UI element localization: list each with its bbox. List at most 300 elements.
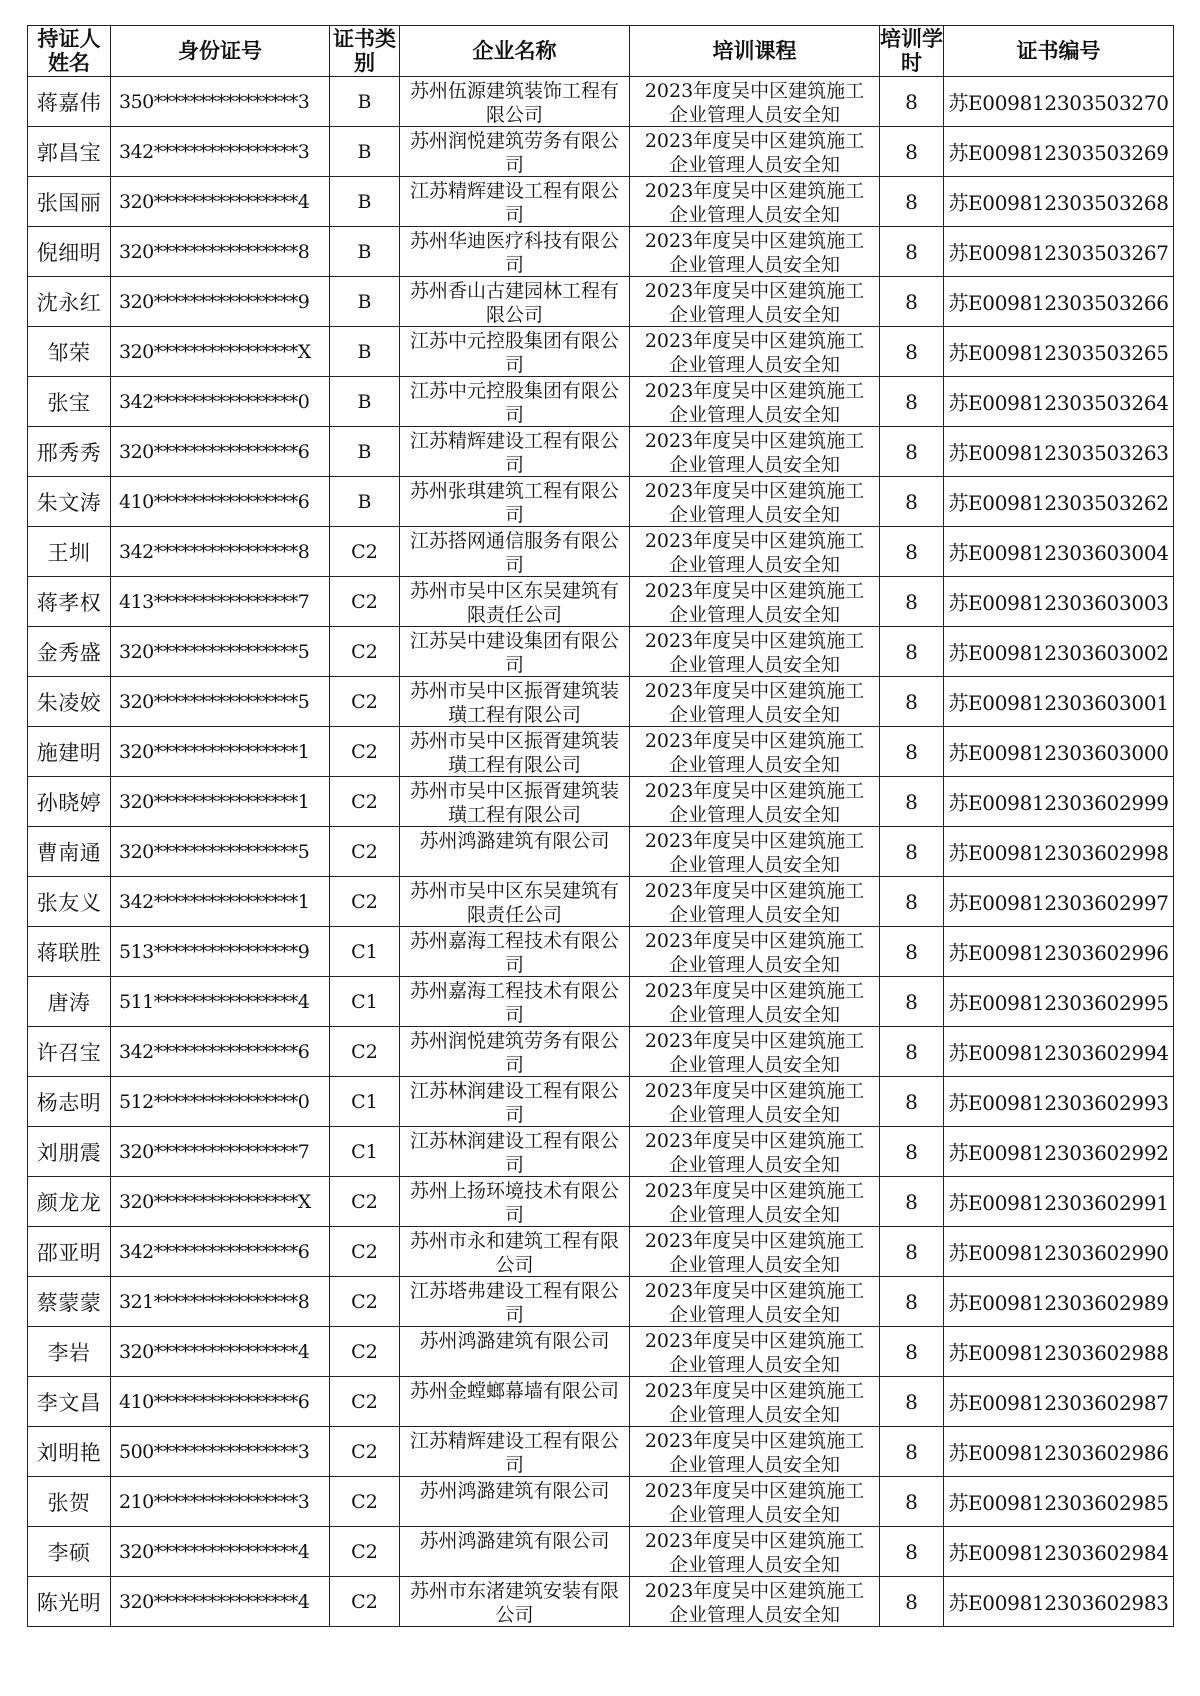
cell-hours: 8 <box>880 677 944 727</box>
cell-name: 蒋联胜 <box>28 927 111 977</box>
cell-cert-type: C1 <box>330 977 400 1027</box>
cell-course <box>630 377 880 427</box>
cell-hours: 8 <box>880 977 944 1027</box>
cell-cert-type: C2 <box>330 727 400 777</box>
cell-company <box>400 277 630 327</box>
cell-company-text: 苏州张琪建筑工程有限公司 <box>409 479 619 525</box>
cell-company <box>400 77 630 127</box>
cell-id-number: 342****************3 <box>111 127 330 177</box>
cell-company <box>400 727 630 777</box>
cell-cert-type: C1 <box>330 927 400 977</box>
cell-hours: 8 <box>880 527 944 577</box>
cell-hours: 8 <box>880 277 944 327</box>
cell-hours: 8 <box>880 1477 944 1527</box>
cell-cert-type: B <box>330 127 400 177</box>
cell-cert-no: 苏E009812303603004 <box>944 527 1174 577</box>
header-name: 持证人姓名 <box>28 26 111 77</box>
cell-cert-no: 苏E009812303503266 <box>944 277 1174 327</box>
cell-course-text: 2023年度吴中区建筑施工企业管理人员安全知 <box>644 779 865 825</box>
cell-cert-type: C2 <box>330 577 400 627</box>
cell-cert-type: C2 <box>330 1177 400 1227</box>
cell-cert-type: B <box>330 277 400 327</box>
cell-cert-no: 苏E009812303602991 <box>944 1177 1174 1227</box>
cell-cert-no: 苏E009812303603002 <box>944 627 1174 677</box>
cell-hours: 8 <box>880 1227 944 1277</box>
cell-id-number: 320****************4 <box>111 1527 330 1577</box>
cell-name: 邹荣 <box>28 327 111 377</box>
table-row <box>28 127 1174 177</box>
cell-course <box>630 677 880 727</box>
cell-company-text: 苏州鸿潞建筑有限公司 <box>419 1529 610 1552</box>
cell-cert-no: 苏E009812303602984 <box>944 1527 1174 1577</box>
table-row <box>28 77 1174 127</box>
cell-course-text: 2023年度吴中区建筑施工企业管理人员安全知 <box>644 929 865 975</box>
cell-company-text: 江苏精辉建设工程有限公司 <box>409 179 619 225</box>
cell-id-number: 511****************4 <box>111 977 330 1027</box>
cell-cert-type: B <box>330 177 400 227</box>
cell-name: 刘明艳 <box>28 1427 111 1477</box>
cell-company-text: 江苏中元控股集团有限公司 <box>409 379 619 425</box>
cell-cert-no: 苏E009812303603000 <box>944 727 1174 777</box>
cell-course-text: 2023年度吴中区建筑施工企业管理人员安全知 <box>644 429 865 475</box>
cell-company-text: 苏州市吴中区东吴建筑有限责任公司 <box>409 579 619 625</box>
cell-company <box>400 827 630 877</box>
certificate-table <box>27 25 1174 1627</box>
cell-course-text: 2023年度吴中区建筑施工企业管理人员安全知 <box>644 1129 865 1175</box>
cell-id-number: 342****************0 <box>111 377 330 427</box>
cell-course <box>630 1127 880 1177</box>
cell-company <box>400 477 630 527</box>
cell-cert-no: 苏E009812303602997 <box>944 877 1174 927</box>
cell-company-text: 苏州市永和建筑工程有限公司 <box>409 1229 619 1275</box>
cell-cert-type: C2 <box>330 827 400 877</box>
cell-company-text: 苏州嘉海工程技术有限公司 <box>409 979 619 1025</box>
table-row <box>28 1027 1174 1077</box>
cell-course-text: 2023年度吴中区建筑施工企业管理人员安全知 <box>644 679 865 725</box>
cell-hours: 8 <box>880 377 944 427</box>
cell-course <box>630 127 880 177</box>
cell-company-text: 江苏塔弗建设工程有限公司 <box>409 1279 619 1325</box>
cell-course <box>630 1027 880 1077</box>
cell-company-text: 苏州香山古建园林工程有限公司 <box>409 279 619 325</box>
cell-company <box>400 1077 630 1127</box>
cell-cert-no: 苏E009812303503262 <box>944 477 1174 527</box>
table-body <box>28 77 1174 1627</box>
cell-company <box>400 1477 630 1527</box>
cell-company <box>400 327 630 377</box>
cell-id-number: 500****************3 <box>111 1427 330 1477</box>
cell-company-text: 江苏精辉建设工程有限公司 <box>409 1429 619 1475</box>
cell-company-text: 江苏林润建设工程有限公司 <box>409 1079 619 1125</box>
cell-hours: 8 <box>880 427 944 477</box>
cell-company <box>400 427 630 477</box>
cell-company-text: 苏州润悦建筑劳务有限公司 <box>409 1029 619 1075</box>
cell-hours: 8 <box>880 777 944 827</box>
cell-company <box>400 677 630 727</box>
cell-hours: 8 <box>880 827 944 877</box>
cell-course <box>630 877 880 927</box>
cell-cert-type: B <box>330 377 400 427</box>
cell-cert-type: B <box>330 77 400 127</box>
cell-course <box>630 577 880 627</box>
cell-course-text: 2023年度吴中区建筑施工企业管理人员安全知 <box>644 329 865 375</box>
cell-company-text: 苏州市吴中区东吴建筑有限责任公司 <box>409 879 619 925</box>
cell-cert-no: 苏E009812303503269 <box>944 127 1174 177</box>
cell-company-text: 苏州鸿潞建筑有限公司 <box>419 1329 610 1352</box>
cell-cert-no: 苏E009812303602986 <box>944 1427 1174 1477</box>
cell-course-text: 2023年度吴中区建筑施工企业管理人员安全知 <box>644 1179 865 1225</box>
cell-course-text: 2023年度吴中区建筑施工企业管理人员安全知 <box>644 979 865 1025</box>
cell-hours: 8 <box>880 577 944 627</box>
cell-cert-no: 苏E009812303503270 <box>944 77 1174 127</box>
cell-hours: 8 <box>880 627 944 677</box>
cell-name: 李硕 <box>28 1527 111 1577</box>
table-row <box>28 477 1174 527</box>
table-row <box>28 427 1174 477</box>
cell-course-text: 2023年度吴中区建筑施工企业管理人员安全知 <box>644 529 865 575</box>
table-row <box>28 1277 1174 1327</box>
cell-name: 沈永红 <box>28 277 111 327</box>
cell-cert-no: 苏E009812303602995 <box>944 977 1174 1027</box>
table-row <box>28 677 1174 727</box>
cell-id-number: 342****************8 <box>111 527 330 577</box>
cell-hours: 8 <box>880 227 944 277</box>
cell-cert-type: C2 <box>330 877 400 927</box>
cell-name: 蒋嘉伟 <box>28 77 111 127</box>
cell-company-text: 苏州鸿潞建筑有限公司 <box>419 1479 610 1502</box>
cell-cert-type: C1 <box>330 1077 400 1127</box>
table-row <box>28 777 1174 827</box>
cell-company-text: 江苏林润建设工程有限公司 <box>409 1129 619 1175</box>
cell-id-number: 513****************9 <box>111 927 330 977</box>
table-row <box>28 977 1174 1027</box>
table-row <box>28 327 1174 377</box>
cell-course-text: 2023年度吴中区建筑施工企业管理人员安全知 <box>644 79 865 125</box>
table-row <box>28 1327 1174 1377</box>
cell-course-text: 2023年度吴中区建筑施工企业管理人员安全知 <box>644 629 865 675</box>
cell-cert-no: 苏E009812303602999 <box>944 777 1174 827</box>
cell-hours: 8 <box>880 927 944 977</box>
table-row <box>28 927 1174 977</box>
cell-course <box>630 477 880 527</box>
cell-id-number: 320****************4 <box>111 177 330 227</box>
table-row <box>28 177 1174 227</box>
cell-cert-type: B <box>330 427 400 477</box>
cell-course <box>630 1327 880 1377</box>
table-row <box>28 1077 1174 1127</box>
cell-cert-type: C2 <box>330 1427 400 1477</box>
cell-cert-type: C2 <box>330 1327 400 1377</box>
cell-company <box>400 977 630 1027</box>
cell-id-number: 410****************6 <box>111 477 330 527</box>
cell-cert-no: 苏E009812303503264 <box>944 377 1174 427</box>
cell-id-number: 342****************6 <box>111 1027 330 1077</box>
cell-course-text: 2023年度吴中区建筑施工企业管理人员安全知 <box>644 479 865 525</box>
cell-name: 李文昌 <box>28 1377 111 1427</box>
cell-company <box>400 177 630 227</box>
cell-name: 颜龙龙 <box>28 1177 111 1227</box>
cell-name: 郭昌宝 <box>28 127 111 177</box>
cell-hours: 8 <box>880 727 944 777</box>
cell-course <box>630 227 880 277</box>
table-row <box>28 1477 1174 1527</box>
table-row <box>28 1427 1174 1477</box>
cell-id-number: 320****************6 <box>111 427 330 477</box>
cell-id-number: 320****************5 <box>111 627 330 677</box>
table-row <box>28 277 1174 327</box>
cell-cert-type: C2 <box>330 627 400 677</box>
cell-course-text: 2023年度吴中区建筑施工企业管理人员安全知 <box>644 179 865 225</box>
cell-company-text: 苏州嘉海工程技术有限公司 <box>409 929 619 975</box>
cell-course-text: 2023年度吴中区建筑施工企业管理人员安全知 <box>644 829 865 875</box>
cell-hours: 8 <box>880 477 944 527</box>
cell-id-number: 320****************1 <box>111 727 330 777</box>
cell-course <box>630 927 880 977</box>
cell-id-number: 320****************4 <box>111 1327 330 1377</box>
cell-cert-no: 苏E009812303503267 <box>944 227 1174 277</box>
cell-cert-type: C1 <box>330 1127 400 1177</box>
cell-company <box>400 1427 630 1477</box>
cell-cert-no: 苏E009812303503265 <box>944 327 1174 377</box>
cell-cert-no: 苏E009812303602987 <box>944 1377 1174 1427</box>
cell-course-text: 2023年度吴中区建筑施工企业管理人员安全知 <box>644 1029 865 1075</box>
cell-company <box>400 627 630 677</box>
cell-id-number: 350****************3 <box>111 77 330 127</box>
cell-cert-type: B <box>330 477 400 527</box>
cell-cert-no: 苏E009812303602998 <box>944 827 1174 877</box>
cell-hours: 8 <box>880 877 944 927</box>
cell-name: 杨志明 <box>28 1077 111 1127</box>
table-row <box>28 377 1174 427</box>
cell-company <box>400 527 630 577</box>
cell-company-text: 苏州市吴中区振胥建筑装璜工程有限公司 <box>409 779 619 825</box>
cell-hours: 8 <box>880 177 944 227</box>
cell-name: 王圳 <box>28 527 111 577</box>
cell-company <box>400 1377 630 1427</box>
table-row <box>28 527 1174 577</box>
cell-course <box>630 427 880 477</box>
cell-id-number: 320****************X <box>111 1177 330 1227</box>
cell-course <box>630 77 880 127</box>
cell-id-number: 342****************6 <box>111 1227 330 1277</box>
cell-course <box>630 1577 880 1627</box>
cell-cert-no: 苏E009812303603003 <box>944 577 1174 627</box>
cell-company <box>400 1027 630 1077</box>
cell-id-number: 210****************3 <box>111 1477 330 1527</box>
cell-name: 许召宝 <box>28 1027 111 1077</box>
certificate-list-page <box>27 25 1173 1627</box>
table-row <box>28 1177 1174 1227</box>
cell-cert-no: 苏E009812303602983 <box>944 1577 1174 1627</box>
cell-company <box>400 1527 630 1577</box>
cell-name: 金秀盛 <box>28 627 111 677</box>
header-cert-no: 证书编号 <box>944 26 1174 77</box>
cell-company-text: 苏州市吴中区振胥建筑装璜工程有限公司 <box>409 729 619 775</box>
cell-name: 张贺 <box>28 1477 111 1527</box>
table-row <box>28 577 1174 627</box>
table-row <box>28 727 1174 777</box>
cell-course-text: 2023年度吴中区建筑施工企业管理人员安全知 <box>644 229 865 275</box>
cell-cert-type: C2 <box>330 1377 400 1427</box>
cell-name: 刘朋震 <box>28 1127 111 1177</box>
cell-company <box>400 1277 630 1327</box>
cell-name: 朱文涛 <box>28 477 111 527</box>
cell-hours: 8 <box>880 1377 944 1427</box>
cell-cert-no: 苏E009812303602989 <box>944 1277 1174 1327</box>
cell-cert-no: 苏E009812303503263 <box>944 427 1174 477</box>
cell-company-text: 江苏吴中建设集团有限公司 <box>409 629 619 675</box>
cell-cert-no: 苏E009812303603001 <box>944 677 1174 727</box>
cell-cert-no: 苏E009812303602993 <box>944 1077 1174 1127</box>
cell-course-text: 2023年度吴中区建筑施工企业管理人员安全知 <box>644 879 865 925</box>
cell-course <box>630 1527 880 1577</box>
cell-company <box>400 927 630 977</box>
cell-hours: 8 <box>880 1327 944 1377</box>
cell-course <box>630 727 880 777</box>
cell-company-text: 苏州市东渚建筑安装有限公司 <box>409 1579 619 1625</box>
cell-hours: 8 <box>880 1427 944 1477</box>
cell-hours: 8 <box>880 1127 944 1177</box>
cell-company <box>400 127 630 177</box>
cell-course-text: 2023年度吴中区建筑施工企业管理人员安全知 <box>644 729 865 775</box>
cell-cert-no: 苏E009812303602985 <box>944 1477 1174 1527</box>
cell-cert-type: C2 <box>330 527 400 577</box>
header-row <box>28 26 1174 77</box>
cell-cert-no: 苏E009812303503268 <box>944 177 1174 227</box>
cell-course <box>630 627 880 677</box>
cell-hours: 8 <box>880 127 944 177</box>
header-id-number: 身份证号 <box>111 26 330 77</box>
cell-hours: 8 <box>880 327 944 377</box>
cell-id-number: 342****************1 <box>111 877 330 927</box>
cell-cert-type: B <box>330 227 400 277</box>
cell-name: 施建明 <box>28 727 111 777</box>
cell-name: 李岩 <box>28 1327 111 1377</box>
cell-cert-no: 苏E009812303602992 <box>944 1127 1174 1177</box>
cell-course <box>630 977 880 1027</box>
cell-company <box>400 377 630 427</box>
cell-course <box>630 1277 880 1327</box>
cell-course-text: 2023年度吴中区建筑施工企业管理人员安全知 <box>644 279 865 325</box>
cell-name: 曹南通 <box>28 827 111 877</box>
cell-company <box>400 1327 630 1377</box>
cell-course <box>630 1077 880 1127</box>
cell-company <box>400 877 630 927</box>
cell-course-text: 2023年度吴中区建筑施工企业管理人员安全知 <box>644 1229 865 1275</box>
cell-course <box>630 527 880 577</box>
cell-company <box>400 227 630 277</box>
cell-course-text: 2023年度吴中区建筑施工企业管理人员安全知 <box>644 1329 865 1375</box>
cell-hours: 8 <box>880 1277 944 1327</box>
cell-cert-type: C2 <box>330 1227 400 1277</box>
cell-name: 陈光明 <box>28 1577 111 1627</box>
cell-hours: 8 <box>880 1177 944 1227</box>
cell-course <box>630 777 880 827</box>
cell-cert-type: C2 <box>330 1027 400 1077</box>
cell-id-number: 320****************7 <box>111 1127 330 1177</box>
table-row <box>28 1227 1174 1277</box>
cell-course-text: 2023年度吴中区建筑施工企业管理人员安全知 <box>644 1429 865 1475</box>
table-row <box>28 627 1174 677</box>
table-row <box>28 1377 1174 1427</box>
cell-id-number: 320****************1 <box>111 777 330 827</box>
cell-course-text: 2023年度吴中区建筑施工企业管理人员安全知 <box>644 1579 865 1625</box>
cell-company <box>400 577 630 627</box>
cell-cert-no: 苏E009812303602996 <box>944 927 1174 977</box>
table-row <box>28 1577 1174 1627</box>
cell-course <box>630 827 880 877</box>
cell-company-text: 苏州华迪医疗科技有限公司 <box>409 229 619 275</box>
cell-cert-type: C2 <box>330 1477 400 1527</box>
cell-company-text: 苏州鸿潞建筑有限公司 <box>419 829 610 852</box>
cell-hours: 8 <box>880 1527 944 1577</box>
cell-company-text: 苏州金螳螂幕墙有限公司 <box>409 1379 619 1402</box>
cell-course-text: 2023年度吴中区建筑施工企业管理人员安全知 <box>644 579 865 625</box>
cell-hours: 8 <box>880 1077 944 1127</box>
cell-company <box>400 777 630 827</box>
cell-course-text: 2023年度吴中区建筑施工企业管理人员安全知 <box>644 379 865 425</box>
table-row <box>28 1527 1174 1577</box>
cell-cert-type: C2 <box>330 1577 400 1627</box>
cell-cert-type: C2 <box>330 677 400 727</box>
cell-company <box>400 1127 630 1177</box>
cell-id-number: 413****************7 <box>111 577 330 627</box>
cell-hours: 8 <box>880 1577 944 1627</box>
table-row <box>28 1127 1174 1177</box>
cell-company <box>400 1227 630 1277</box>
cell-course <box>630 1227 880 1277</box>
cell-name: 邵亚明 <box>28 1227 111 1277</box>
cell-company <box>400 1577 630 1627</box>
header-course: 培训课程 <box>630 26 880 77</box>
cell-id-number: 320****************5 <box>111 677 330 727</box>
cell-id-number: 320****************9 <box>111 277 330 327</box>
cell-id-number: 320****************8 <box>111 227 330 277</box>
cell-course-text: 2023年度吴中区建筑施工企业管理人员安全知 <box>644 1479 865 1525</box>
cell-company-text: 苏州润悦建筑劳务有限公司 <box>409 129 619 175</box>
cell-name: 唐涛 <box>28 977 111 1027</box>
cell-course-text: 2023年度吴中区建筑施工企业管理人员安全知 <box>644 1529 865 1575</box>
cell-company-text: 江苏精辉建设工程有限公司 <box>409 429 619 475</box>
table-row <box>28 227 1174 277</box>
cell-course <box>630 327 880 377</box>
cell-company-text: 苏州伍源建筑装饰工程有限公司 <box>409 79 619 125</box>
cell-course <box>630 177 880 227</box>
cell-cert-no: 苏E009812303602994 <box>944 1027 1174 1077</box>
cell-hours: 8 <box>880 1027 944 1077</box>
cell-id-number: 320****************5 <box>111 827 330 877</box>
header-company: 企业名称 <box>400 26 630 77</box>
cell-course-text: 2023年度吴中区建筑施工企业管理人员安全知 <box>644 129 865 175</box>
cell-name: 张国丽 <box>28 177 111 227</box>
table-row <box>28 827 1174 877</box>
cell-name: 孙晓婷 <box>28 777 111 827</box>
cell-cert-no: 苏E009812303602988 <box>944 1327 1174 1377</box>
cell-company-text: 苏州市吴中区振胥建筑装璜工程有限公司 <box>409 679 619 725</box>
cell-name: 张友义 <box>28 877 111 927</box>
cell-company-text: 江苏中元控股集团有限公司 <box>409 329 619 375</box>
cell-company-text: 江苏搭网通信服务有限公司 <box>409 529 619 575</box>
cell-cert-no: 苏E009812303602990 <box>944 1227 1174 1277</box>
cell-course-text: 2023年度吴中区建筑施工企业管理人员安全知 <box>644 1379 865 1425</box>
cell-course <box>630 1177 880 1227</box>
cell-name: 蔡蒙蒙 <box>28 1277 111 1327</box>
cell-id-number: 512****************0 <box>111 1077 330 1127</box>
cell-course-text: 2023年度吴中区建筑施工企业管理人员安全知 <box>644 1279 865 1325</box>
cell-id-number: 321****************8 <box>111 1277 330 1327</box>
cell-course <box>630 1427 880 1477</box>
header-cert-type: 证书类别 <box>330 26 400 77</box>
